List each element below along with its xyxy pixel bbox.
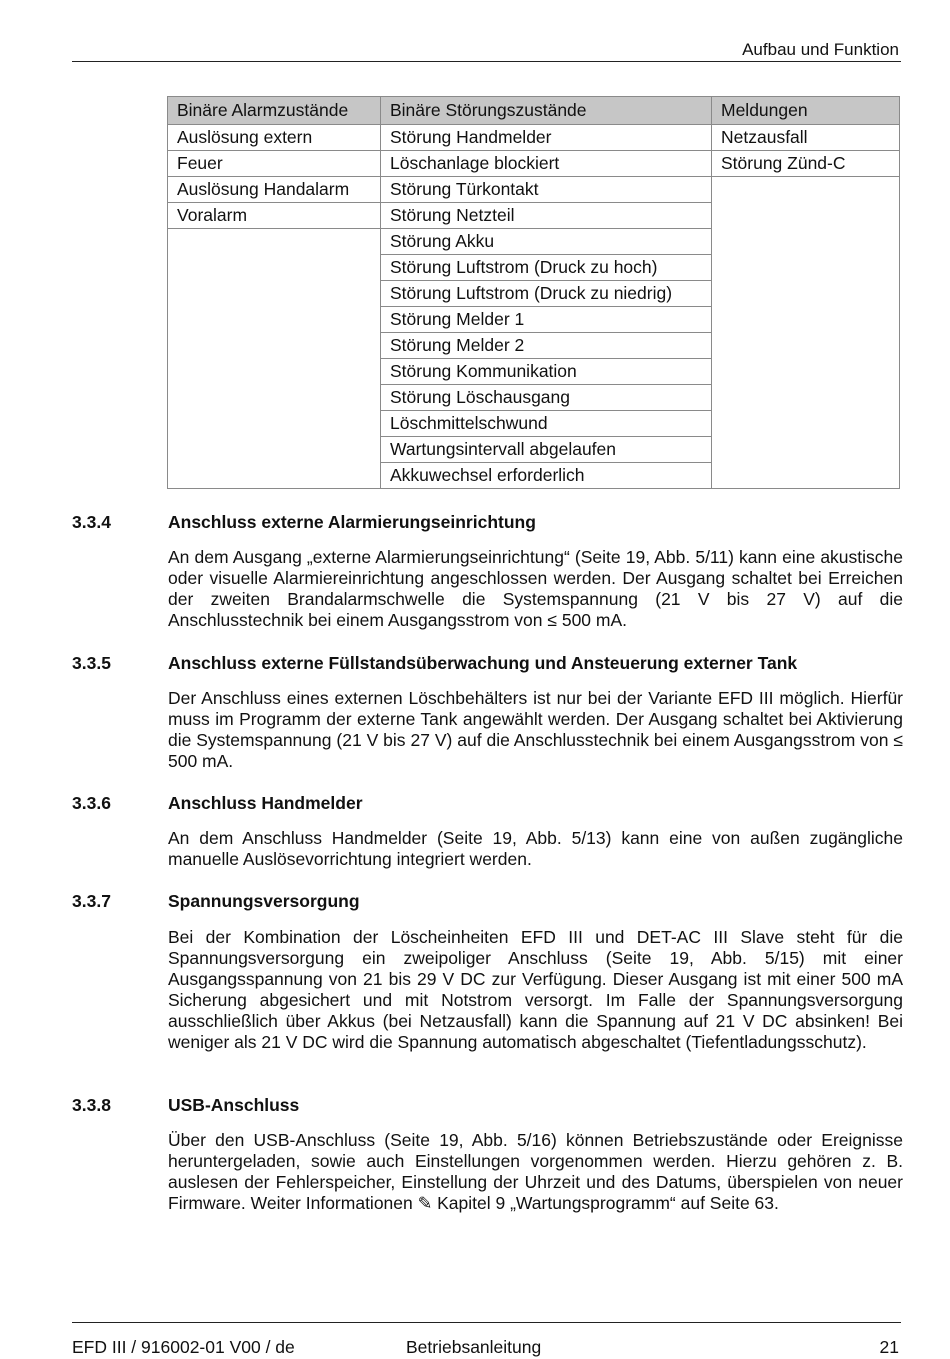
table-cell: Löschmittelschwund (381, 411, 712, 437)
empty-cell (168, 229, 381, 489)
footer-document-id: EFD III / 916002-01 V00 / de (72, 1337, 295, 1357)
table-cell: Störung Melder 2 (381, 333, 712, 359)
section-number: 3.3.8 (72, 1095, 111, 1115)
table-cell: Störung Melder 1 (381, 307, 712, 333)
table-cell: Löschanlage blockiert (381, 151, 712, 177)
table-cell: Störung Netzteil (381, 203, 712, 229)
section-body: An dem Anschluss Handmelder (Seite 19, Abb. 5/13) kann eine von außen zugängliche manuelle Auslösevorrichtung integriert werden. (168, 828, 903, 869)
table-cell: Feuer (168, 151, 381, 177)
table-header-row (168, 97, 900, 125)
table-cell: Voralarm (168, 203, 381, 229)
status-table (167, 96, 900, 489)
footer-divider (72, 1322, 901, 1323)
footer-document-type: Betriebsanleitung (406, 1337, 542, 1357)
table-cell: Auslösung extern (168, 125, 381, 151)
table-cell: Störung Zünd-C (712, 151, 900, 177)
section-title: Anschluss externe Füllstandsüberwachung und Ansteuerung externer Tank (168, 653, 798, 673)
table-row (168, 151, 900, 177)
column-header: Meldungen (712, 97, 900, 125)
column-header: Binäre Alarmzustände (168, 97, 381, 125)
section-number: 3.3.6 (72, 793, 111, 813)
table-cell: Störung Löschausgang (381, 385, 712, 411)
empty-cell (712, 177, 900, 489)
table-cell: Störung Türkontakt (381, 177, 712, 203)
section-title: Anschluss externe Alarmierungseinrichtung (168, 512, 536, 532)
section-title: Spannungsversorgung (168, 891, 360, 911)
section-body: Der Anschluss eines externen Löschbehälters ist nur bei der Variante EFD III möglich. Hierfür muss im Programm der externe Tank angewählt werden. Der Ausgang schaltet bei Aktivierung die Systemspannung (21 V bis 27 V) auf die Anschlusstechnik bei einem Ausgangsstrom von ≤ 500 mA. (168, 688, 903, 771)
table-cell: Störung Luftstrom (Druck zu niedrig) (381, 281, 712, 307)
column-header: Binäre Störungszustände (381, 97, 712, 125)
table-cell: Wartungsintervall abgelaufen (381, 437, 712, 463)
table-cell: Akkuwechsel erforderlich (381, 463, 712, 489)
table-cell: Störung Luftstrom (Druck zu hoch) (381, 255, 712, 281)
section-body: An dem Ausgang „externe Alarmierungseinrichtung“ (Seite 19, Abb. 5/11) kann eine akustische oder visuelle Alarmiereinrichtung angeschlossen werden. Der Ausgang schaltet bei Erreichen der zweiten Brandalarmschwelle die Systemspannung (21 V bis 27 V) auf die Anschlusstechnik bei einem Ausgangsstrom von ≤ 500 mA. (168, 547, 903, 630)
section-title: USB-Anschluss (168, 1095, 300, 1115)
section-body: Bei der Kombination der Löscheinheiten EFD III und DET-AC III Slave steht für die Spannungsversorgung ein zweipoliger Anschluss (Seite 19, Abb. 5/15) mit einer Ausgangsspannung von 21 bis 29 V DC zur Verfügung. Dieser Ausgang ist mit einer 500 mA Sicherung abgesichert und mit Notstrom versorgt. Im Falle der Spannungsversorgung ausschließlich über Akkus (bei Netzausfall) kann die Spannung auf 21 V DC absinken! Bei weniger als 21 V DC wird die Spannung automatisch abgeschaltet (Tiefentladungsschutz). (168, 927, 903, 1052)
table-row (168, 125, 900, 151)
page-header-title: Aufbau und Funktion (742, 40, 899, 59)
table-cell: Störung Akku (381, 229, 712, 255)
table-cell: Störung Handmelder (381, 125, 712, 151)
table-cell: Auslösung Handalarm (168, 177, 381, 203)
section-number: 3.3.7 (72, 891, 111, 911)
section-number: 3.3.4 (72, 512, 111, 532)
section-title: Anschluss Handmelder (168, 793, 363, 813)
page-number: 21 (879, 1337, 899, 1357)
section-body: Über den USB-Anschluss (Seite 19, Abb. 5/16) können Betriebszustände oder Ereignisse heruntergeladen, sowie auch Einstellungen vorgenommen werden. Hierzu gehören z. B. auslesen der Fehlerspeicher, Einstellung der Uhrzeit und des Datums, überspielen von neuer Firmware. Weiter Informationen ✎ Kapitel 9 „Wartungsprogramm“ auf Seite 63. (168, 1130, 903, 1213)
header-divider (72, 61, 901, 62)
table-row (168, 177, 900, 203)
table-cell: Netzausfall (712, 125, 900, 151)
table-cell: Störung Kommunikation (381, 359, 712, 385)
section-number: 3.3.5 (72, 653, 111, 673)
